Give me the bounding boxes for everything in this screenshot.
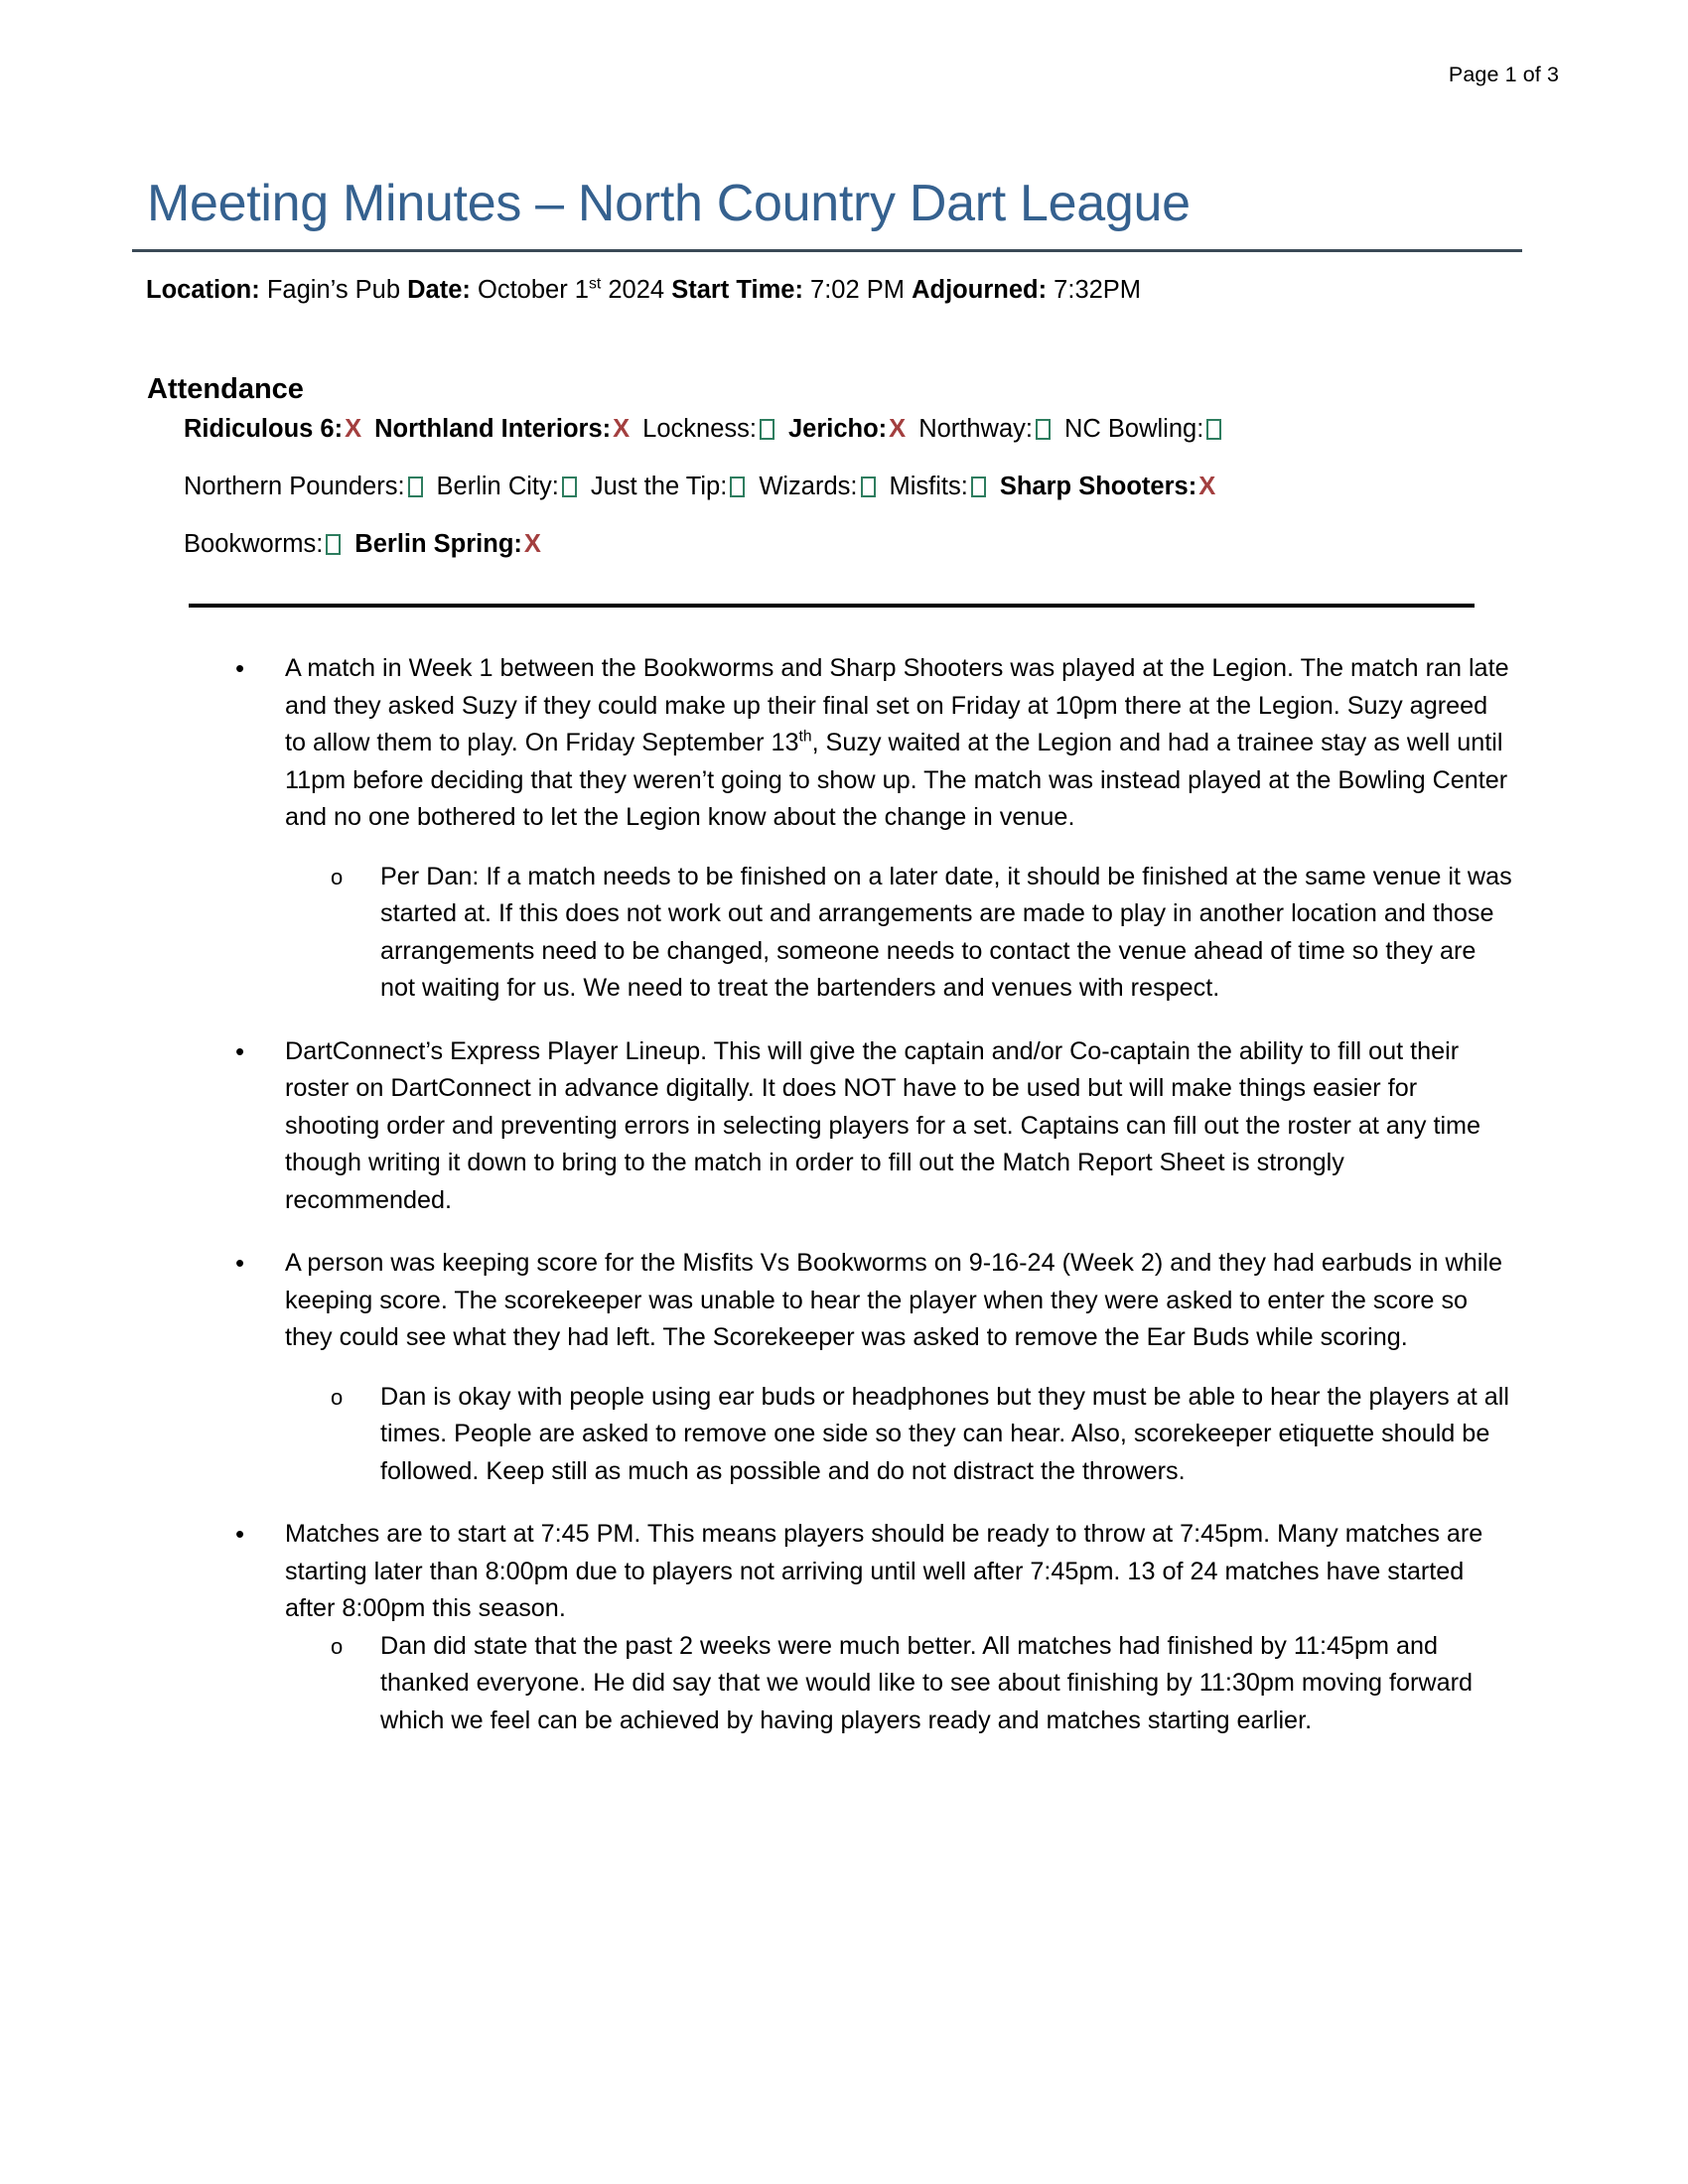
start-time-label: Start Time: [671,276,803,304]
date-ordinal-suffix: st [588,275,602,293]
sub-bullet-item [0,859,1688,1008]
ordinal-suffix: th [798,728,812,746]
attendance-empty-checkbox-icon[interactable] [861,477,876,497]
attendance-team-name: Ridiculous 6: [184,415,344,443]
bullet-marker-icon: • [235,653,245,683]
title-divider [132,249,1522,252]
attendance-team-name: Bookworms: [184,530,324,558]
location-value: Fagin’s Pub [266,276,401,304]
attendance-empty-checkbox-icon[interactable] [408,477,423,497]
page-number: Page 1 of 3 [1448,63,1559,86]
attendance-row [184,473,1514,530]
attendance-empty-checkbox-icon[interactable] [1206,419,1221,440]
bullet-text-part: , Suzy waited at the Legion and had a trainee stay as well until 11pm before deciding that they weren’t going to show up. The match was instead played at the Bowling Center and no one bothered to let the Legion know about the change in venue. [285,729,1508,831]
attendance-team-name: Northland Interiors: [374,415,612,443]
meeting-meta-line [146,273,1141,307]
attendance-heading: Attendance [147,373,304,405]
attendance-team-name: Northway: [918,415,1033,443]
attendance-team-name: Wizards: [759,473,858,500]
minutes-body [0,650,1688,1747]
attendance-team-name: Lockness: [642,415,757,443]
adjourned-value: 7:32PM [1054,276,1142,304]
attendance-empty-checkbox-icon[interactable] [760,419,774,440]
attendance-empty-checkbox-icon[interactable] [326,534,341,555]
date-label: Date: [407,276,471,304]
bullet-text: Matches are to start at 7:45 PM. This means players should be ready to throw at 7:45pm. Many matches are starting later than 8:00pm due to players not arriving until well after 7:45pm. 13 of 24 matches have started after 8:00pm this season. [285,1520,1483,1622]
adjourned-label: Adjourned: [912,276,1048,304]
attendance-present-x-icon[interactable]: X [889,415,907,443]
sub-bullet-marker-icon: o [331,1633,344,1659]
bullet-marker-icon: • [235,1519,245,1549]
bullet-marker-icon: • [235,1248,245,1278]
attendance-team-name: Just the Tip: [590,473,728,500]
attendance-team-name: Jericho: [787,415,888,443]
sub-bullet-marker-icon: o [331,864,344,889]
sub-bullet-text: Dan is okay with people using ear buds or headphones but they must be able to hear the players at all times. People are asked to remove one side so they can hear. Also, scorekeeper etiquette should be followed. Keep still as much as possible and do not distract the throwers. [380,1382,1509,1485]
attendance-empty-checkbox-icon[interactable] [1036,419,1051,440]
sub-bullet-item [0,1628,1688,1740]
attendance-list [184,415,1514,588]
attendance-team-name: Berlin City: [436,473,559,500]
attendance-present-x-icon[interactable]: X [345,415,362,443]
attendance-present-x-icon[interactable]: X [1198,473,1216,500]
attendance-empty-checkbox-icon[interactable] [730,477,745,497]
sub-bullet-item [0,1379,1688,1491]
attendance-present-x-icon[interactable]: X [613,415,631,443]
attendance-empty-checkbox-icon[interactable] [562,477,577,497]
attendance-row [184,530,1514,588]
sub-bullet-marker-icon: o [331,1384,344,1410]
bullet-text [285,650,1515,837]
attendance-present-x-icon[interactable]: X [523,530,541,558]
location-label: Location: [146,276,260,304]
bullet-item [0,650,1688,1008]
attendance-team-name: Sharp Shooters: [999,473,1197,500]
page-title: Meeting Minutes – North Country Dart League [147,174,1191,232]
bullet-marker-icon: • [235,1035,245,1066]
attendance-team-name: Northern Pounders: [184,473,405,500]
attendance-team-name: Berlin Spring: [354,530,522,558]
start-time-value: 7:02 PM [810,276,905,304]
attendance-team-name: NC Bowling: [1063,415,1204,443]
bullet-text: DartConnect’s Express Player Lineup. This will give the captain and/or Co-captain the ability to fill out their roster on DartConnect in advance digitally. It does NOT have to be used but will make things easier for shooting order and preventing errors in selecting players for a set. Captains can fill out the roster at any time though writing it down to bring to the match in order to fill out the Match Report Sheet is strongly recommended. [285,1036,1481,1214]
bullet-item [0,1245,1688,1490]
date-value: October 1 [478,276,589,304]
bullet-item [0,1516,1688,1739]
bullet-item [0,1033,1688,1220]
section-divider [189,604,1475,608]
attendance-team-name: Misfits: [889,473,968,500]
sub-bullet-text: Dan did state that the past 2 weeks were much better. All matches had finished by 11:45pm and thanked everyone. He did say that we would like to see about finishing by 11:30pm moving forward which we feel can be achieved by having players ready and matches starting earlier. [380,1631,1474,1734]
sub-bullet-text: Per Dan: If a match needs to be finished on a later date, it should be finished at the same venue it was started at. If this does not work out and arrangements are made to play in another location and those arrangements need to be changed, someone needs to contact the venue ahead of time so they are not waiting for us. We need to treat the bartenders and venues with respect. [380,862,1512,1002]
attendance-empty-checkbox-icon[interactable] [971,477,986,497]
attendance-row [184,415,1514,473]
bullet-text: A person was keeping score for the Misfits Vs Bookworms on 9-16-24 (Week 2) and they had earbuds in while keeping score. The scorekeeper was unable to hear the player when they were asked to enter the score so they could see what they had left. The Scorekeeper was asked to remove the Ear Buds while scoring. [285,1249,1502,1351]
date-year: 2024 [608,276,665,304]
bullet-text-part: A match in Week 1 between the Bookworms and Sharp Shooters was played at the Legion. The match ran late and they asked Suzy if they could make up their final set on Friday at 10pm there at the Legion. Suzy agreed to allow them to play. On Friday September 13 [285,654,1509,756]
